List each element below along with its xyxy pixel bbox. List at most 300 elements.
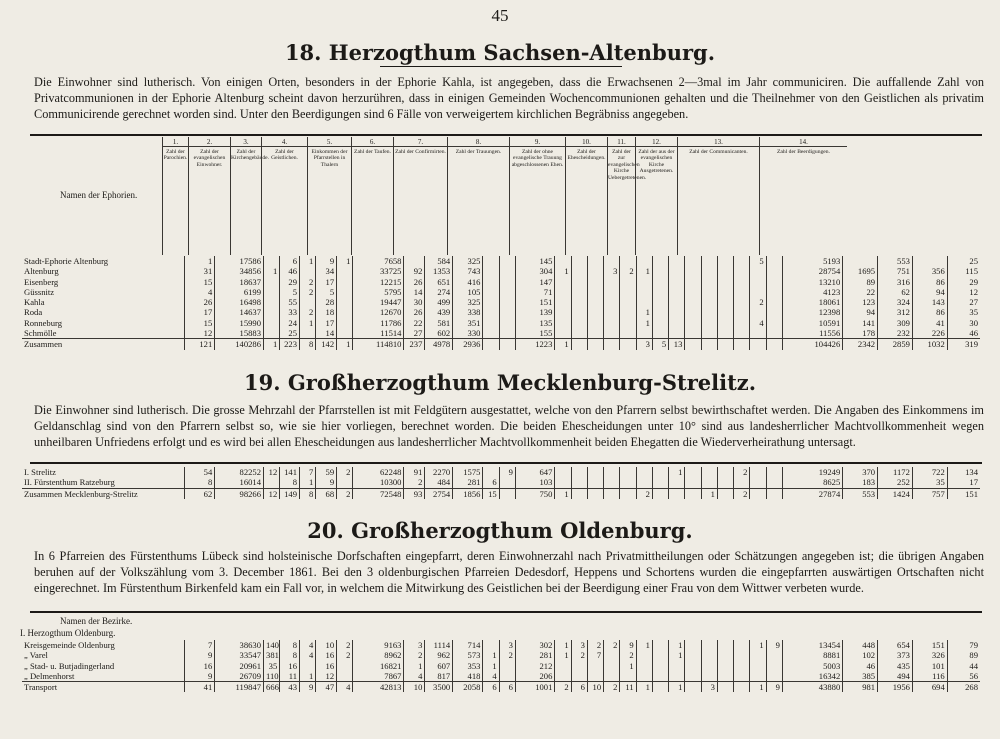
- table-top-rule: [30, 134, 982, 136]
- table-cell: 43: [280, 682, 300, 693]
- table-cell: 68: [316, 488, 337, 499]
- table-cell: 751: [878, 266, 913, 276]
- table-cell: 93: [404, 488, 425, 499]
- table-cell: [499, 287, 515, 297]
- table-cell: [717, 297, 733, 307]
- table-cell: 92: [404, 266, 425, 276]
- table-cell: [669, 671, 685, 682]
- table-cell: [264, 328, 280, 339]
- table-cell: [766, 650, 782, 660]
- table-cell: 55: [280, 297, 300, 307]
- table-cell: [483, 297, 499, 307]
- table-row: [22, 661, 980, 671]
- table-cell: 89: [843, 277, 878, 287]
- table-cell: [750, 477, 766, 488]
- table-cell: [636, 467, 652, 477]
- table-cell: 141: [280, 467, 300, 477]
- column-title: Zahl der Geistlichen.: [271, 148, 298, 162]
- table-cell: 1: [750, 682, 766, 693]
- row-label: Güssnitz: [24, 286, 55, 297]
- section-18-title: 18. Herzogthum Sachsen-Altenburg.: [284, 40, 716, 65]
- table-cell: 102: [843, 650, 878, 660]
- table-cell: [750, 339, 766, 350]
- table-cell: [734, 650, 750, 660]
- table-cell: 8: [300, 339, 316, 350]
- table-cell: 1: [483, 650, 499, 660]
- table-cell: [587, 277, 603, 287]
- table-cell: 206: [515, 671, 554, 682]
- column-header: [677, 137, 759, 255]
- table-cell: [571, 671, 587, 682]
- table-cell: 14: [316, 328, 337, 339]
- table-cell: [750, 266, 766, 276]
- table-cell: 178: [843, 328, 878, 339]
- table-cell: [555, 297, 571, 307]
- table-cell: 666: [264, 682, 280, 693]
- table-cell: [669, 256, 685, 266]
- table-cell: [717, 266, 733, 276]
- table-cell: 79: [947, 640, 980, 650]
- table-cell: 4: [750, 318, 766, 328]
- table-cell: [717, 682, 733, 693]
- table-cell: 1: [300, 318, 316, 328]
- table-cell: 1: [620, 661, 636, 671]
- table-cell: [483, 307, 499, 317]
- table-cell: 1: [669, 467, 685, 477]
- table-cell: 9163: [353, 640, 404, 650]
- table-cell: 1172: [878, 467, 913, 477]
- column-header: [230, 137, 270, 255]
- table-cell: 114810: [353, 339, 404, 350]
- table-row: [22, 297, 980, 307]
- column-header: [447, 137, 509, 255]
- table-cell: [685, 661, 701, 671]
- table-cell: 7: [185, 640, 215, 650]
- table-cell: 330: [453, 328, 483, 339]
- table-cell: [404, 256, 425, 266]
- table-cell: 1: [483, 661, 499, 671]
- table-cell: 7658: [353, 256, 404, 266]
- table-cell: 4: [300, 640, 316, 650]
- table-cell: 281: [515, 650, 554, 660]
- table-cell: [750, 488, 766, 499]
- row-label: Schmölle: [24, 328, 57, 339]
- table-cell: 2: [620, 650, 636, 660]
- table-cell: 183: [843, 477, 878, 488]
- table-cell: 151: [912, 640, 947, 650]
- table-cell: [620, 297, 636, 307]
- table-cell: 103: [515, 477, 554, 488]
- table-row: [22, 640, 980, 650]
- section-18-table: [22, 256, 980, 350]
- table-cell: [685, 467, 701, 477]
- table-cell: [750, 650, 766, 660]
- table-cell: 1: [636, 640, 652, 650]
- table-cell: [766, 467, 782, 477]
- table-cell: [483, 640, 499, 650]
- table-cell: 89: [947, 650, 980, 660]
- table-cell: 28: [316, 297, 337, 307]
- table-cell: 26: [404, 307, 425, 317]
- table-cell: 22: [404, 318, 425, 328]
- table-cell: [587, 266, 603, 276]
- table-cell: [604, 318, 620, 328]
- table-row: [22, 307, 980, 317]
- table-cell: 29: [947, 277, 980, 287]
- table-cell: [750, 328, 766, 339]
- section-19-table: [22, 467, 980, 499]
- table-cell: [620, 328, 636, 339]
- table-cell: [604, 287, 620, 297]
- table-cell: 12215: [353, 277, 404, 287]
- table-row: [22, 328, 980, 339]
- table-cell: 351: [453, 318, 483, 328]
- table-cell: [571, 467, 587, 477]
- table-cell: 8962: [353, 650, 404, 660]
- table-cell: 1: [750, 640, 766, 650]
- table-cell: 2: [404, 650, 425, 660]
- row-label: Zusammen: [22, 339, 185, 350]
- table-cell: 750: [515, 488, 554, 499]
- row-label: I. Strelitz: [24, 467, 56, 477]
- table-cell: [717, 328, 733, 339]
- table-cell: [734, 661, 750, 671]
- table-cell: 1424: [878, 488, 913, 499]
- column-number: 9.: [510, 139, 565, 147]
- table-cell: 8625: [782, 477, 842, 488]
- table-cell: 584: [425, 256, 453, 266]
- table-cell: 714: [453, 640, 483, 650]
- table-cell: [571, 661, 587, 671]
- table-cell: 12: [264, 488, 280, 499]
- table-cell: 439: [425, 307, 453, 317]
- section-20-title: 20. Großherzogthum Oldenburg.: [307, 518, 693, 543]
- table-cell: 135: [515, 318, 554, 328]
- table-cell: 17586: [215, 256, 264, 266]
- table-cell: 553: [878, 256, 913, 266]
- table-cell: 5: [750, 256, 766, 266]
- table-cell: 9: [766, 640, 782, 650]
- column-header: [759, 137, 847, 255]
- table-cell: 232: [878, 328, 913, 339]
- table-cell: 2: [337, 640, 353, 650]
- table-cell: 2: [571, 650, 587, 660]
- column-title: Zahl der evangelischen Einwohner.: [193, 148, 226, 168]
- table-cell: 98266: [215, 488, 264, 499]
- table-cell: 11514: [353, 328, 404, 339]
- table-cell: [652, 671, 668, 682]
- table-cell: 141: [843, 318, 878, 328]
- table-cell: [555, 256, 571, 266]
- table-cell: [555, 467, 571, 477]
- table-cell: 10300: [353, 477, 404, 488]
- table-cell: [750, 307, 766, 317]
- table-cell: 7: [587, 650, 603, 660]
- table-cell: [571, 297, 587, 307]
- table-cell: 17: [316, 277, 337, 287]
- table-cell: [685, 682, 701, 693]
- table-cell: [766, 671, 782, 682]
- table-cell: [587, 339, 603, 350]
- table-cell: [636, 287, 652, 297]
- table-cell: [571, 307, 587, 317]
- section-19-text: Die Einwohner sind lutherisch. Die grosse Mehrzahl der Pfarrstellen ist mit Feldgütern ausgestattet, welche von den Pfarrern selbst bewirthschaftet werden. Die Angaben des Einkommens im Geldanschlag sind von den Pfarrern selbst so, wie sie hier vorliegen, berechnet worden. Die beiden Ehescheidungen unter 10° sind aus landesherrlicher Machtvollkommenheit wegen unheilbaren Unfriedens erfolgt und es wird bei allen Ehescheidungen aus landesherrlicher Machtvollkommenheit beiden Ehegatten die Wiederverheirathung untersagt.: [34, 403, 984, 449]
- table-row: [22, 277, 980, 287]
- section-18-text: Die Einwohner sind lutherisch. Von einigen Orten, besonders in der Ephorie Kahla, ist angegeben, dass die Erwachsenen 2—3mal im Jahr communiciren. Die auffallende Zahl von Privatcommunionen in der Ephorie Altenburg scheint davon herzurühren, dass in einigen Gemeinden Wochencommunionen gehalten und die Theilnehmer von den Geistlichen als privatim Communicirende gerechnet worden sind. Unter den Beerdigungen sind 6 Fälle von verweigertem kirchlichen Begräbniss angegeben.: [34, 75, 984, 121]
- table-cell: [264, 297, 280, 307]
- table-cell: 16: [280, 661, 300, 671]
- table-cell: 24: [280, 318, 300, 328]
- column-number: 4.: [262, 139, 307, 147]
- table-cell: [685, 488, 701, 499]
- table-cell: [701, 256, 717, 266]
- table-cell: 2: [300, 287, 316, 297]
- table-cell: [734, 328, 750, 339]
- table-cell: 2: [337, 650, 353, 660]
- table-cell: 27: [404, 328, 425, 339]
- table-cell: [499, 318, 515, 328]
- table-cell: [717, 467, 733, 477]
- table-cell: [685, 477, 701, 488]
- table-cell: 16: [316, 661, 337, 671]
- table-cell: 13210: [782, 277, 842, 287]
- table-cell: [701, 650, 717, 660]
- table-cell: 15883: [215, 328, 264, 339]
- table-cell: [685, 339, 701, 350]
- table-cell: 10: [316, 640, 337, 650]
- section-19-title: 19. Großherzogthum Mecklenburg-Strelitz.: [243, 370, 757, 395]
- table-cell: 1: [404, 661, 425, 671]
- table-cell: [337, 287, 353, 297]
- table-cell: 1956: [878, 682, 913, 693]
- table-cell: [264, 256, 280, 266]
- table-cell: 2: [337, 488, 353, 499]
- table-cell: 326: [912, 650, 947, 660]
- table-cell: [555, 661, 571, 671]
- total-row: [22, 488, 980, 499]
- table-cell: 8: [300, 488, 316, 499]
- table-cell: [636, 661, 652, 671]
- table-cell: 115: [947, 266, 980, 276]
- table-cell: [652, 297, 668, 307]
- table-cell: 9: [185, 650, 215, 660]
- table-cell: 22: [843, 287, 878, 297]
- column-header: [188, 137, 230, 255]
- table-cell: [337, 328, 353, 339]
- table-cell: 62: [878, 287, 913, 297]
- table-cell: [652, 277, 668, 287]
- table-cell: 302: [515, 640, 554, 650]
- table-cell: [685, 266, 701, 276]
- group-label: I. Herzogthum Oldenburg.: [20, 628, 116, 638]
- table-cell: 494: [878, 671, 913, 682]
- table-cell: 304: [515, 266, 554, 276]
- table-cell: [652, 287, 668, 297]
- table-cell: 1: [555, 339, 571, 350]
- table-cell: 19447: [353, 297, 404, 307]
- table-cell: 20961: [215, 661, 264, 671]
- table-cell: [652, 661, 668, 671]
- table-cell: [685, 640, 701, 650]
- table-cell: [652, 640, 668, 650]
- column-title: Zahl der aus der evangelischen Kirche Ausgetretenen.: [638, 148, 675, 175]
- table-cell: [717, 650, 733, 660]
- table-cell: [571, 287, 587, 297]
- table-cell: 212: [515, 661, 554, 671]
- table-cell: [717, 277, 733, 287]
- table-cell: 2: [300, 277, 316, 287]
- table-cell: [587, 256, 603, 266]
- table-cell: 31: [185, 266, 215, 276]
- table-cell: 1: [337, 256, 353, 266]
- table-cell: [499, 328, 515, 339]
- table-cell: 13454: [782, 640, 842, 650]
- table-cell: [685, 650, 701, 660]
- table-cell: 3: [571, 640, 587, 650]
- table-cell: [652, 266, 668, 276]
- table-cell: [652, 256, 668, 266]
- table-cell: [685, 671, 701, 682]
- table-cell: [604, 650, 620, 660]
- table-cell: [636, 671, 652, 682]
- table-cell: [587, 287, 603, 297]
- table-cell: 33: [280, 307, 300, 317]
- table-cell: [337, 661, 353, 671]
- table-cell: 1: [636, 307, 652, 317]
- table-cell: 18637: [215, 277, 264, 287]
- table-cell: [483, 467, 499, 477]
- table-cell: [571, 266, 587, 276]
- table-cell: [587, 671, 603, 682]
- column-title: Zahl der Trauungen.: [455, 148, 502, 155]
- table-cell: 223: [280, 339, 300, 350]
- table-cell: [734, 266, 750, 276]
- table-cell: 25: [947, 256, 980, 266]
- table-cell: 16014: [215, 477, 264, 488]
- row-label: II. Fürstenthum Ratzeburg: [24, 477, 115, 488]
- table-cell: [669, 266, 685, 276]
- table-cell: [701, 277, 717, 287]
- table-cell: 274: [425, 287, 453, 297]
- table-cell: 385: [843, 671, 878, 682]
- table-cell: 10: [404, 682, 425, 693]
- column-header: [162, 137, 188, 255]
- table-cell: 4: [300, 650, 316, 660]
- row-label: Altenburg: [24, 266, 59, 277]
- table-row: [22, 256, 980, 266]
- table-cell: 8: [185, 477, 215, 488]
- table-cell: 1: [300, 477, 316, 488]
- table-cell: [483, 277, 499, 287]
- table-cell: [337, 318, 353, 328]
- table-cell: 8: [280, 477, 300, 488]
- table-cell: [685, 256, 701, 266]
- table-cell: [669, 297, 685, 307]
- table-cell: 121: [185, 339, 215, 350]
- table-cell: [636, 328, 652, 339]
- table-cell: 4: [483, 671, 499, 682]
- table-cell: [483, 339, 499, 350]
- table-cell: 71: [515, 287, 554, 297]
- table-cell: [264, 318, 280, 328]
- table-cell: [620, 256, 636, 266]
- table-cell: 4123: [782, 287, 842, 297]
- table-cell: 6: [483, 477, 499, 488]
- table-cell: 647: [515, 467, 554, 477]
- table-cell: [587, 307, 603, 317]
- table-cell: 15990: [215, 318, 264, 328]
- table-cell: 38630: [215, 640, 264, 650]
- table-cell: [701, 477, 717, 488]
- table-cell: 1: [555, 266, 571, 276]
- table-cell: [766, 661, 782, 671]
- table-cell: 142: [316, 339, 337, 350]
- table-cell: [555, 318, 571, 328]
- table-cell: 86: [912, 307, 947, 317]
- table-cell: [685, 328, 701, 339]
- table-cell: 6199: [215, 287, 264, 297]
- table-cell: 72548: [353, 488, 404, 499]
- table-cell: [571, 477, 587, 488]
- table-cell: 8: [280, 640, 300, 650]
- table-cell: [587, 661, 603, 671]
- table-cell: 9: [316, 256, 337, 266]
- total-row: [22, 682, 980, 693]
- table-cell: [734, 287, 750, 297]
- table-cell: 18061: [782, 297, 842, 307]
- table-cell: 2: [587, 640, 603, 650]
- table-cell: [766, 318, 782, 328]
- table-cell: 12398: [782, 307, 842, 317]
- table-cell: 29: [280, 277, 300, 287]
- column-title: Zahl der Communicanten.: [689, 148, 748, 155]
- table-cell: 11556: [782, 328, 842, 339]
- table-cell: 1: [669, 640, 685, 650]
- table-cell: 8: [280, 650, 300, 660]
- table-cell: 981: [843, 682, 878, 693]
- table-cell: [483, 266, 499, 276]
- table-cell: [701, 318, 717, 328]
- table-cell: 12: [316, 671, 337, 682]
- table-cell: 1: [669, 682, 685, 693]
- table-cell: [499, 477, 515, 488]
- table-cell: 30: [947, 318, 980, 328]
- table-cell: [499, 661, 515, 671]
- table-cell: 2: [404, 477, 425, 488]
- table-cell: 1: [337, 339, 353, 350]
- table-cell: 324: [878, 297, 913, 307]
- column-title: Zahl der zur evangelischen Kirche Uebergetretenen.: [608, 148, 647, 181]
- table-cell: 116: [912, 671, 947, 682]
- column-header: [635, 137, 677, 255]
- table-cell: [701, 307, 717, 317]
- table-cell: [587, 488, 603, 499]
- table-cell: 1223: [515, 339, 554, 350]
- table-cell: 1: [555, 488, 571, 499]
- table-cell: 140: [264, 640, 280, 650]
- table-cell: 3: [701, 682, 717, 693]
- table-cell: 6: [571, 682, 587, 693]
- table-cell: 743: [453, 266, 483, 276]
- table-cell: [555, 671, 571, 682]
- table-cell: [337, 671, 353, 682]
- table-cell: 1: [701, 488, 717, 499]
- table-cell: 25: [280, 328, 300, 339]
- table-cell: 46: [947, 328, 980, 339]
- table-cell: 418: [453, 671, 483, 682]
- column-number: 11.: [608, 139, 635, 147]
- table-cell: [669, 661, 685, 671]
